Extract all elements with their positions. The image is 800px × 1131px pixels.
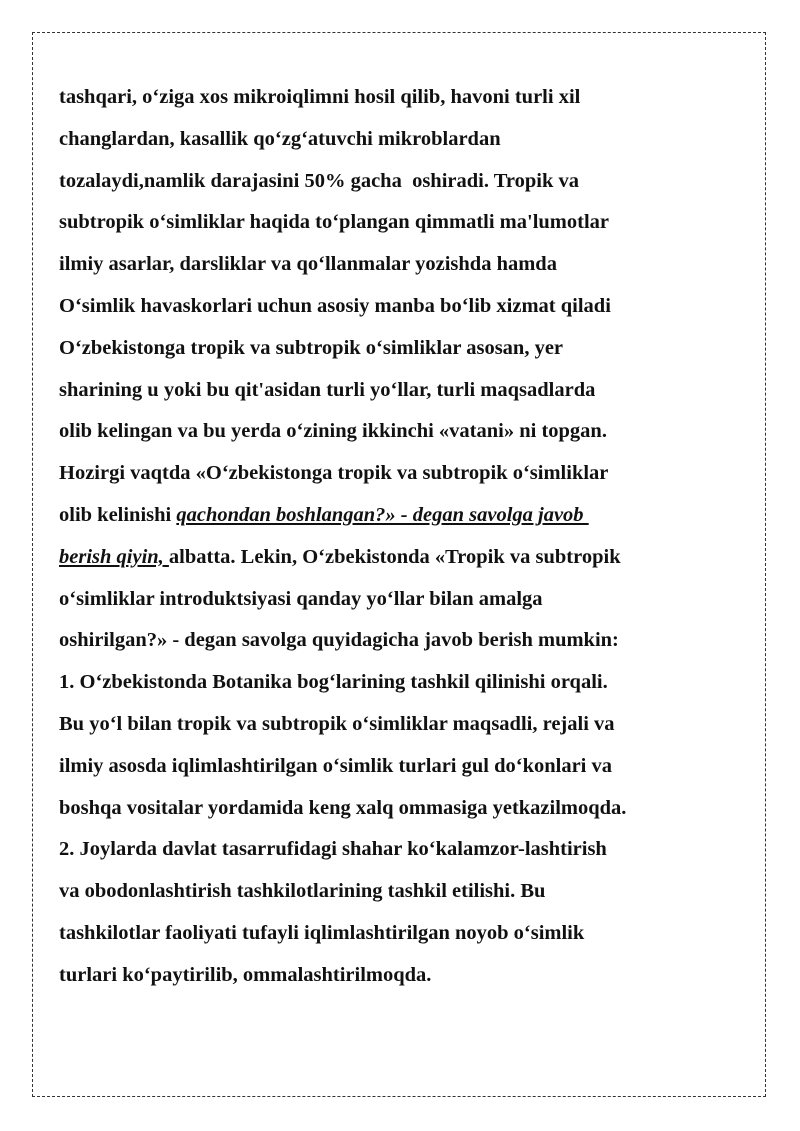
text-line: Hozirgi vaqtda «O‘zbekistonga tropik va subtropik o‘simliklar [59,462,609,485]
underlined-phrase: berish qiyin, [59,545,169,568]
text-line: boshqa vositalar yordamida keng xalq ommasiga yetkazilmoqda. [59,796,627,819]
text-line-with-underline [59,495,749,537]
text-line: O‘zbekistonga tropik va subtropik o‘simliklar asosan, yer [59,336,564,359]
text-line: sharining u yoki bu qit'asidan turli yo‘llar, turli maqsadlarda [59,378,596,401]
text-line: changlardan, kasallik qo‘zg‘atuvchi mikroblardan [59,127,501,150]
text-line: o‘simliklar introduktsiyasi qanday yo‘llar bilan amalga [59,587,543,610]
text-line: turlari ko‘paytirilib, ommalashtirilmoqda. [59,963,432,986]
text-line: olib kelingan va bu yerda o‘zining ikkinchi «vatani» ni topgan. [59,420,607,443]
text-line: oshirilgan?» - degan savolga quyidagicha javob berish mumkin: [59,629,619,652]
text-line: subtropik o‘simliklar haqida to‘plangan qimmatli ma'lumotlar [59,211,609,234]
text-line: 2. Joylarda davlat tasarrufidagi shahar ko‘kalamzor-lashtirish [59,838,607,861]
line-text-before: olib kelinishi [59,503,177,526]
underlined-phrase: qachondan boshlangan?» - degan savolga javob [176,503,589,526]
text-line: 1. O‘zbekistonda Botanika bog‘larining tashkil qilinishi orqali. [59,671,608,694]
line-text-after: albatta. Lekin, O‘zbekistonda «Tropik va subtropik [168,545,621,568]
text-line: Bu yo‘l bilan tropik va subtropik o‘simliklar maqsadli, rejali va [59,712,615,735]
text-line: tashqari, o‘ziga xos mikroiqlimni hosil qilib, havoni turli xil [59,86,581,108]
text-line: ilmiy asosda iqlimlashtirilgan o‘simlik turlari gul do‘konlari va [59,754,612,777]
text-line: tashkilotlar faoliyati tufayli iqlimlashtirilgan noyob o‘simlik [59,921,585,944]
text-line: va obodonlashtirish tashkilotlarining tashkil etilishi. Bu [59,880,546,903]
text-line: ilmiy asarlar, darsliklar va qo‘llanmalar yozishda hamda [59,253,557,276]
text-line-with-underline [59,537,749,579]
body-text [59,77,749,997]
text-line: tozalaydi,namlik darajasini 50% gacha oshiradi. Tropik va [59,169,579,192]
text-line: O‘simlik havaskorlari uchun asosiy manba bo‘lib xizmat qiladi [59,294,611,317]
